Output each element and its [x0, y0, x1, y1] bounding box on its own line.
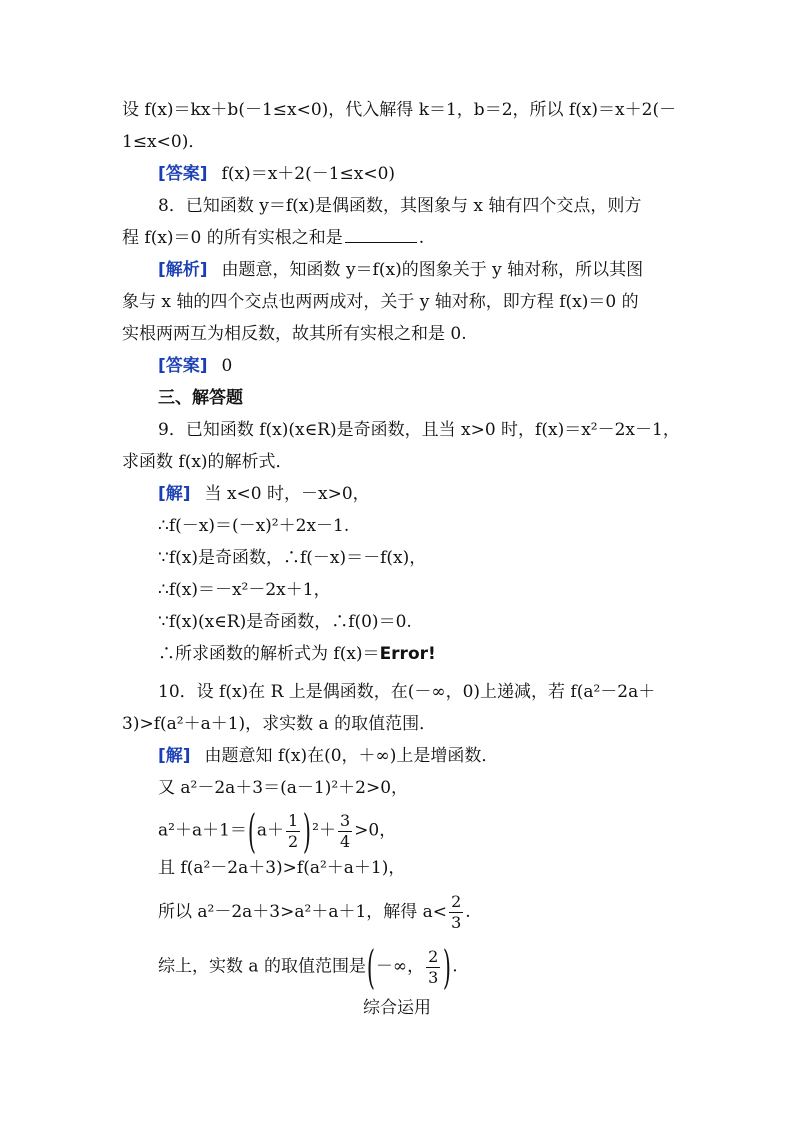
numerator: 1: [288, 810, 299, 830]
right-paren: ): [443, 940, 452, 994]
answer-blank: [345, 226, 417, 243]
line-text: f(x)＝x＋2(－1≤x<0): [221, 164, 396, 184]
line-text: 求函数 f(x)的解析式．: [122, 452, 293, 472]
line-text: ²＋: [312, 820, 336, 841]
line-text: 实根两两互为相反数，故其所有实根之和是 0.: [122, 324, 467, 344]
solution-tag: [解]: [158, 746, 191, 766]
answer-line: [0, 162, 794, 186]
line-text: 所以 a²－2a＋3>a²＋a＋1，解得 a<: [158, 902, 448, 922]
numerator: 3: [339, 810, 351, 830]
line-text: 且 f(a²－2a＋3)>f(a²＋a＋1)，: [158, 858, 406, 878]
line-text: 综上，实数 a 的取值范围是: [158, 956, 366, 977]
section-heading: [0, 386, 794, 410]
text-line: [0, 290, 794, 314]
line-text: 三、解答题: [158, 388, 243, 408]
section-footer: 综合运用: [363, 998, 431, 1018]
text-line: [0, 514, 794, 538]
fraction: [426, 947, 440, 988]
line-text: 9．已知函数 f(x)(x∈R)是奇函数，且当 x>0 时，f(x)＝x²－2x－1，: [158, 420, 680, 440]
text-line: [0, 578, 794, 602]
line-text: ∴所求函数的解析式为 f(x)＝: [158, 644, 380, 664]
numerator: 2: [451, 892, 462, 911]
line-text: .: [452, 956, 458, 977]
line-text: 程 f(x)＝0 的所有实根之和是: [122, 228, 343, 248]
question-10: [0, 680, 794, 704]
line-text: a²＋a＋1＝: [158, 820, 247, 841]
text-line: [0, 712, 794, 736]
formula-line: [0, 940, 794, 994]
line-text: 10．设 f(x)在 R 上是偶函数，在(－∞，0)上递减，若 f(a²－2a＋: [158, 682, 656, 702]
line-text: ∵f(x)是奇函数，∴f(－x)＝－f(x)，: [158, 548, 427, 568]
text-line: [0, 546, 794, 570]
line-text: 由题意，知函数 y＝f(x)的图象关于 y 轴对称，所以其图: [221, 260, 644, 280]
answer-line: [0, 354, 794, 378]
question-8: [0, 194, 794, 218]
denominator: 2: [288, 831, 299, 851]
solution-line: [0, 482, 794, 506]
solution-line: [0, 744, 794, 768]
question-9: [0, 418, 794, 442]
text-line: [0, 98, 794, 122]
fraction: [338, 811, 352, 852]
formula-line: [0, 890, 794, 934]
line-text: a＋: [256, 820, 284, 841]
line-text: 由题意知 f(x)在(0，＋∞)上是增函数．: [204, 746, 499, 766]
line-text: －∞，: [375, 956, 425, 977]
denominator: 4: [339, 831, 351, 851]
line-text: ∴f(x)＝－x²－2x＋1，: [158, 580, 331, 600]
text-line: [0, 450, 794, 474]
text-line: [0, 642, 794, 666]
line-text: 3)>f(a²＋a＋1)，求实数 a 的取值范围．: [122, 714, 437, 734]
line-text: ∴f(－x)＝(－x)²＋2x－1.: [158, 516, 350, 536]
line-text: 1≤x<0)．: [122, 132, 206, 152]
analysis-line: [0, 258, 794, 282]
line-text: 又 a²－2a＋3＝(a－1)²＋2>0，: [158, 778, 409, 798]
text-line: [0, 856, 794, 880]
answer-tag: [答案]: [158, 356, 208, 376]
line-text: .: [465, 902, 471, 922]
formula-line: [0, 804, 794, 858]
text-line: [0, 610, 794, 634]
text-line: [0, 226, 794, 250]
right-paren: ): [303, 804, 312, 858]
line-text: 象与 x 轴的四个交点也两两成对，关于 y 轴对称，即方程 f(x)＝0 的: [122, 292, 639, 312]
solution-tag: [解]: [158, 484, 191, 504]
denominator: 3: [428, 967, 439, 987]
line-text: 8．已知函数 y＝f(x)是偶函数，其图象与 x 轴有四个交点，则方: [158, 196, 642, 216]
text-line: [0, 322, 794, 346]
line-text: 当 x<0 时，－x>0，: [204, 484, 370, 504]
numerator: 2: [428, 946, 439, 966]
fraction: [449, 892, 463, 933]
fraction: [286, 811, 300, 852]
left-paren: (: [366, 940, 375, 994]
denominator: 3: [451, 913, 462, 932]
line-text: >0，: [354, 820, 397, 841]
left-paren: (: [247, 804, 256, 858]
line-text: 0: [221, 356, 233, 376]
error-text: Error!: [379, 644, 436, 664]
text-line: [0, 130, 794, 154]
line-text: ∵f(x)(x∈R)是奇函数，∴f(0)＝0.: [158, 612, 412, 632]
analysis-tag: [解析]: [158, 260, 208, 280]
line-text: 设 f(x)＝kx＋b(－1≤x<0)，代入解得 k＝1，b＝2，所以 f(x)＝x＋2(－: [122, 100, 677, 120]
line-text: .: [418, 228, 425, 248]
text-line: [0, 776, 794, 800]
answer-tag: [答案]: [158, 164, 208, 184]
